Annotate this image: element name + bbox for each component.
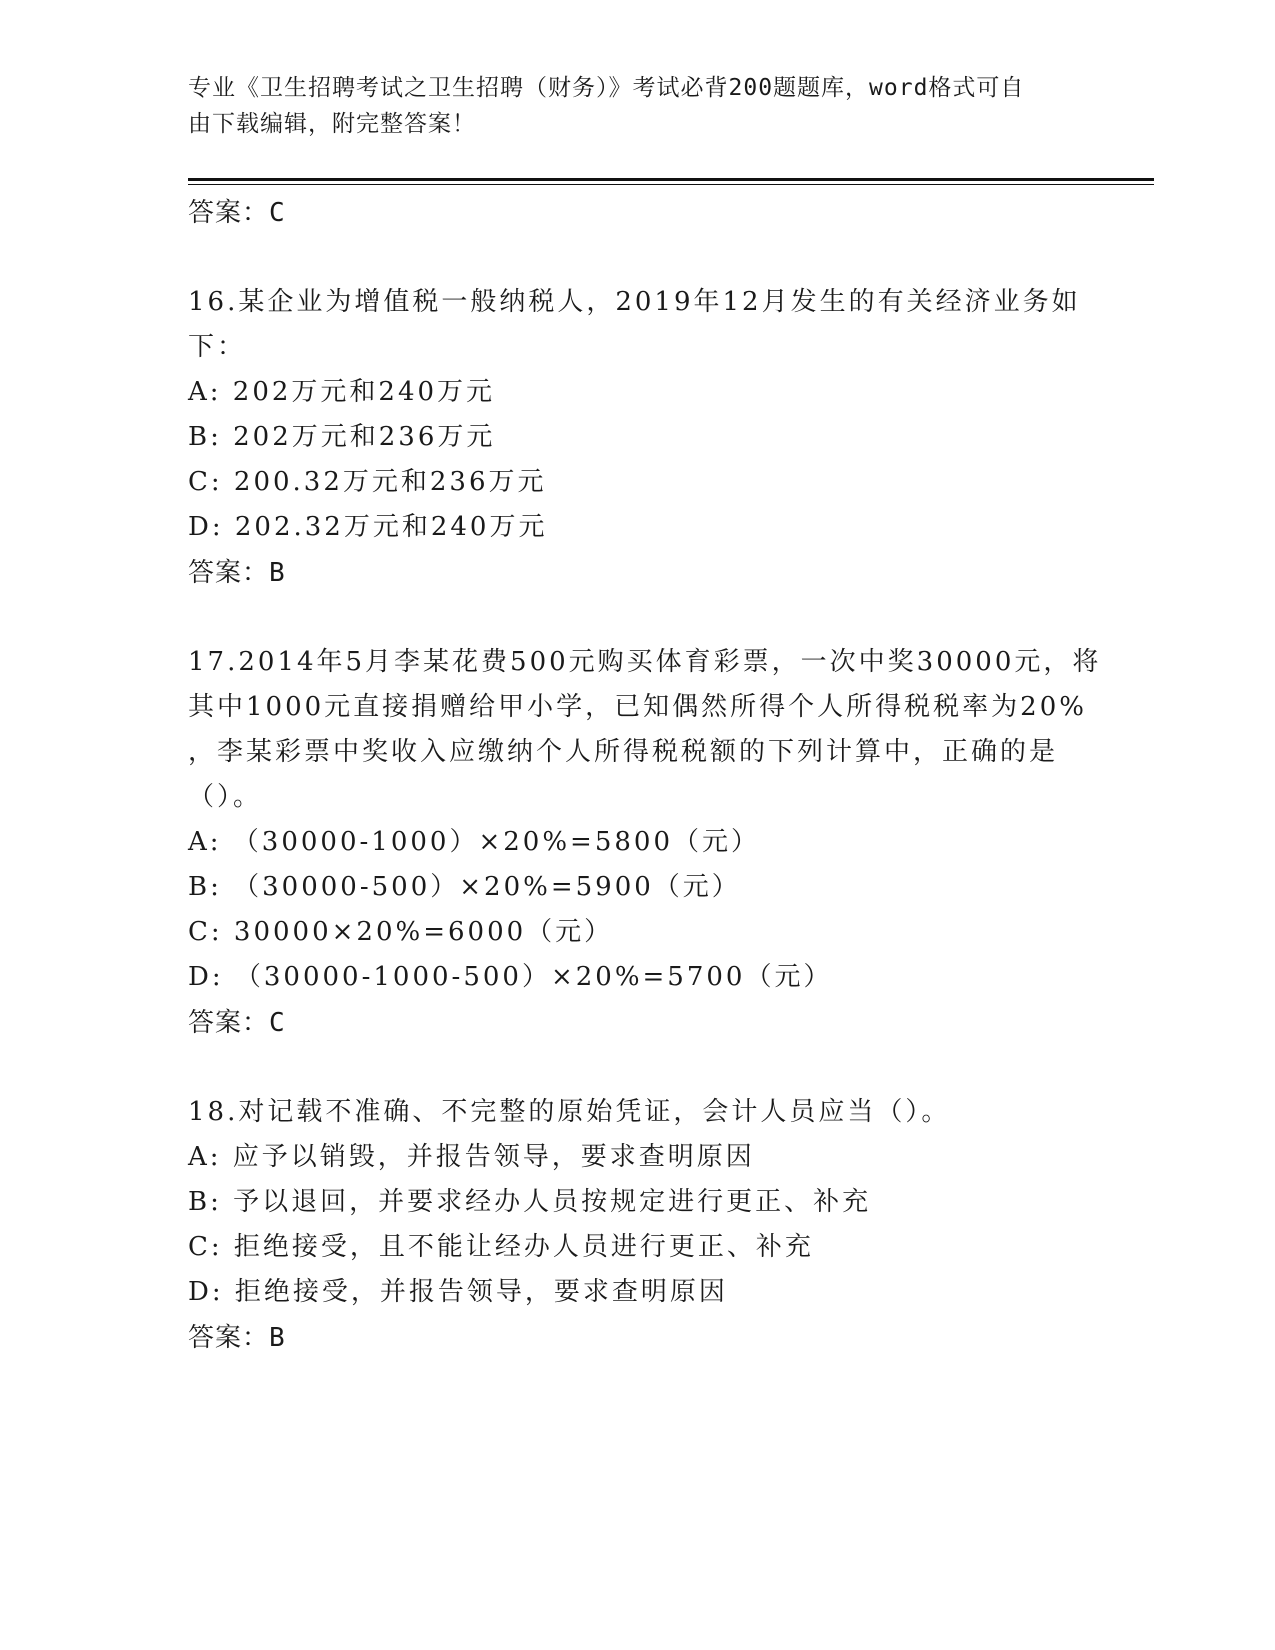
spacer	[188, 1046, 1088, 1090]
header-line-2: 由下载编辑，附完整答案！	[188, 111, 476, 137]
question-stem-line: 下：	[188, 332, 247, 362]
question-stem	[188, 1090, 1088, 1135]
question-stem	[188, 640, 1102, 820]
option-b: B: 202万元和236万元	[188, 422, 496, 452]
document-header	[188, 70, 1068, 142]
option-c: C: 30000×20%=6000（元）	[188, 917, 614, 947]
question-stem-line: （）。	[188, 782, 263, 812]
spacer	[188, 596, 1088, 640]
question-answer: 答案：B	[188, 558, 286, 588]
option-a: A: 202万元和240万元	[188, 377, 496, 407]
option-d: D: 202.32万元和240万元	[188, 512, 548, 542]
option-b: B: 予以退回，并要求经办人员按规定进行更正、补充	[188, 1187, 872, 1217]
header-divider-thick	[188, 178, 1154, 181]
question-answer: 答案：C	[188, 1008, 286, 1038]
question-stem-line: 17.2014年5月李某花费500元购买体育彩票，一次中奖30000元，将	[188, 647, 1102, 677]
spacer	[188, 236, 1088, 280]
header-divider-thin	[188, 184, 1154, 185]
option-a: A: 应予以销毁，并报告领导，要求查明原因	[188, 1142, 755, 1172]
option-b: B: （30000-500）×20%=5900（元）	[188, 872, 741, 902]
header-line-1: 专业《卫生招聘考试之卫生招聘（财务）》考试必背200题题库，word格式可自	[188, 75, 1025, 101]
question-16	[188, 280, 1088, 596]
question-stem-line: 18.对记载不准确、不完整的原始凭证，会计人员应当（）。	[188, 1097, 951, 1127]
document-body	[188, 190, 1102, 1361]
question-stem-line: 其中1000元直接捐赠给甲小学，已知偶然所得个人所得税税率为20%	[188, 692, 1087, 722]
question-stem-line: 16.某企业为增值税一般纳税人，2019年12月发生的有关经济业务如	[188, 287, 1081, 317]
option-d: D: 拒绝接受，并报告领导，要求查明原因	[188, 1277, 728, 1307]
option-d: D: （30000-1000-500）×20%=5700（元）	[188, 962, 833, 992]
question-stem-line: ，李某彩票中奖收入应缴纳个人所得税税额的下列计算中，正确的是	[188, 737, 1059, 767]
previous-question-answer: 答案：C	[188, 198, 286, 228]
question-17	[188, 640, 1102, 1046]
option-c: C: 200.32万元和236万元	[188, 467, 547, 497]
question-stem	[188, 280, 1088, 370]
question-18	[188, 1090, 1088, 1361]
option-a: A: （30000-1000）×20%=5800（元）	[188, 827, 760, 857]
option-c: C: 拒绝接受，且不能让经办人员进行更正、补充	[188, 1232, 814, 1262]
question-answer: 答案：B	[188, 1323, 286, 1353]
